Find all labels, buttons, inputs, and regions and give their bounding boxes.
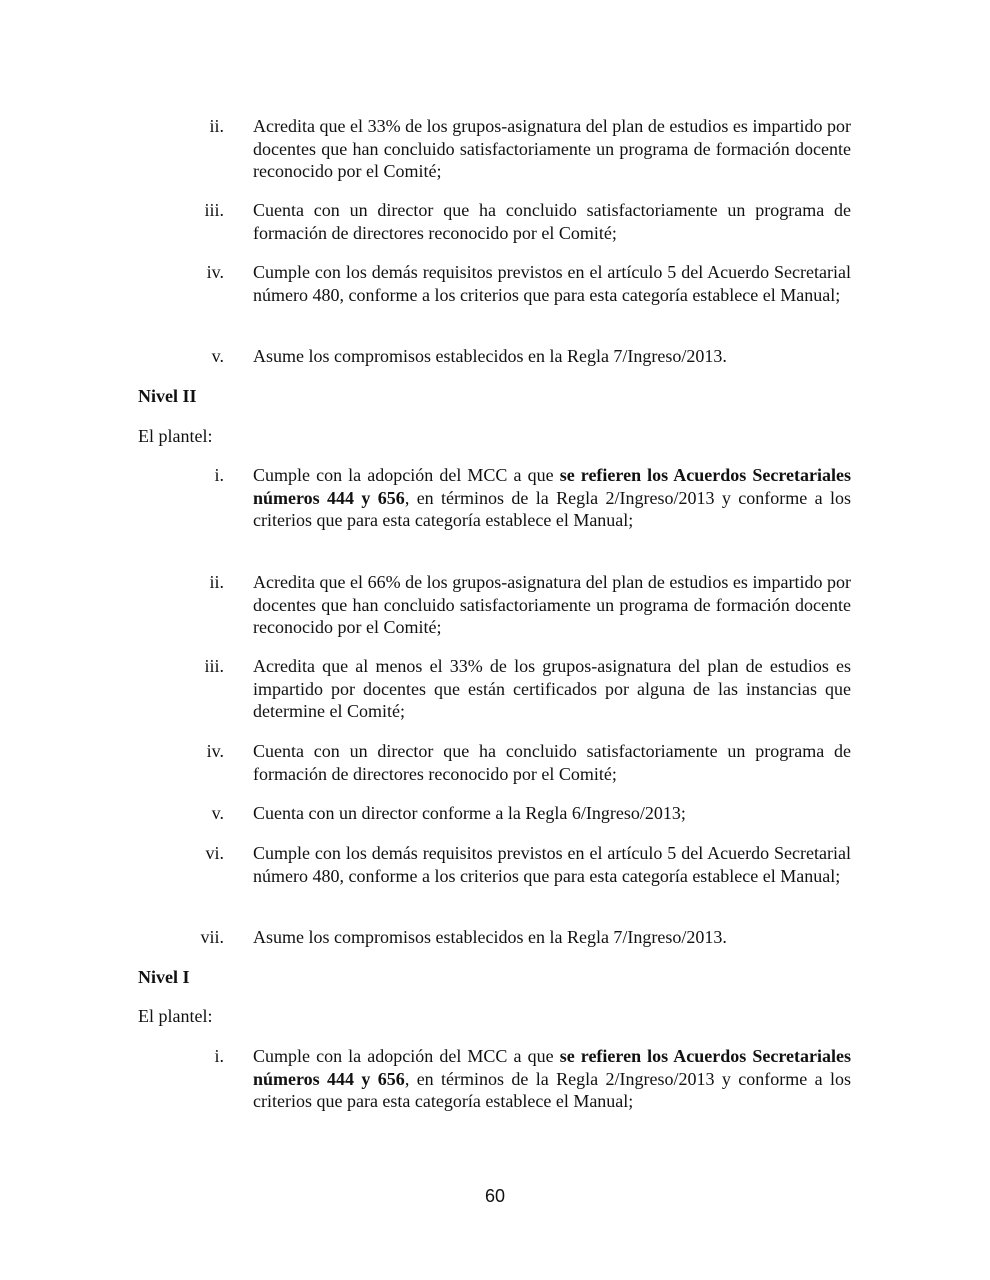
section-intro: El plantel: <box>138 426 213 446</box>
item-number: iii. <box>204 656 224 676</box>
item-text: Cuenta con un director que ha concluido satisfactoriamente un programa de formación de directores reconocido por el Comité; <box>253 200 851 243</box>
section-heading <box>138 385 197 408</box>
section-heading <box>138 966 190 989</box>
heading-text: Nivel II <box>138 386 197 406</box>
item-text: Cuenta con un director conforme a la Regla 6/Ingreso/2013; <box>253 803 686 823</box>
item-text: Acredita que al menos el 33% de los grupos-asignatura del plan de estudios es impartido por docentes que están certificados por alguna de las instancias que determine el Comité; <box>253 656 851 721</box>
item-text: Acredita que el 33% de los grupos-asignatura del plan de estudios es impartido por docentes que han concluido satisfactoriamente un programa de formación docente reconocido por el Comité; <box>253 116 851 181</box>
item-text: Acredita que el 66% de los grupos-asignatura del plan de estudios es impartido por docentes que han concluido satisfactoriamente un programa de formación docente reconocido por el Comité; <box>253 572 851 637</box>
item-text: Asume los compromisos establecidos en la Regla 7/Ingreso/2013. <box>253 346 727 366</box>
bold-text: se refieren los Acuerdos Secretariales números 444 y 656 <box>253 465 851 508</box>
item-number: v. <box>211 803 224 823</box>
item-number: i. <box>214 1046 224 1066</box>
item-number: vii. <box>200 927 224 947</box>
item-number: i. <box>214 465 224 485</box>
item-text: Cumple con los demás requisitos previstos en el artículo 5 del Acuerdo Secretarial número 480, conforme a los criterios que para esta categoría establece el Manual; <box>253 262 851 305</box>
item-number: iv. <box>206 741 224 761</box>
item-text <box>253 1045 851 1113</box>
item-text: Asume los compromisos establecidos en la Regla 7/Ingreso/2013. <box>253 927 727 947</box>
item-number: v. <box>211 346 224 366</box>
bold-text: se refieren los Acuerdos Secretariales números 444 y 656 <box>253 1046 851 1089</box>
section-intro: El plantel: <box>138 1006 213 1026</box>
item-number: iii. <box>204 200 224 220</box>
item-text <box>253 464 851 532</box>
item-number: vi. <box>205 843 224 863</box>
heading-text: Nivel I <box>138 967 190 987</box>
text-part: , en términos de la Regla 2/Ingreso/2013 y conforme a los criterios que para esta categoría establece el Manual; <box>253 1068 851 1111</box>
item-text: Cumple con los demás requisitos previstos en el artículo 5 del Acuerdo Secretarial número 480, conforme a los criterios que para esta categoría establece el Manual; <box>253 843 851 886</box>
page-number: 60 <box>484 1186 506 1206</box>
item-number: iv. <box>206 262 224 282</box>
text-part: Cumple con la adopción del MCC a que <box>253 1046 560 1066</box>
item-number: ii. <box>209 572 224 592</box>
item-text: Cuenta con un director que ha concluido satisfactoriamente un programa de formación de directores reconocido por el Comité; <box>253 741 851 784</box>
text-part: , en términos de la Regla 2/Ingreso/2013 y conforme a los criterios que para esta categoría establece el Manual; <box>253 487 851 530</box>
text-part: Cumple con la adopción del MCC a que <box>253 465 560 485</box>
item-number: ii. <box>209 116 224 136</box>
